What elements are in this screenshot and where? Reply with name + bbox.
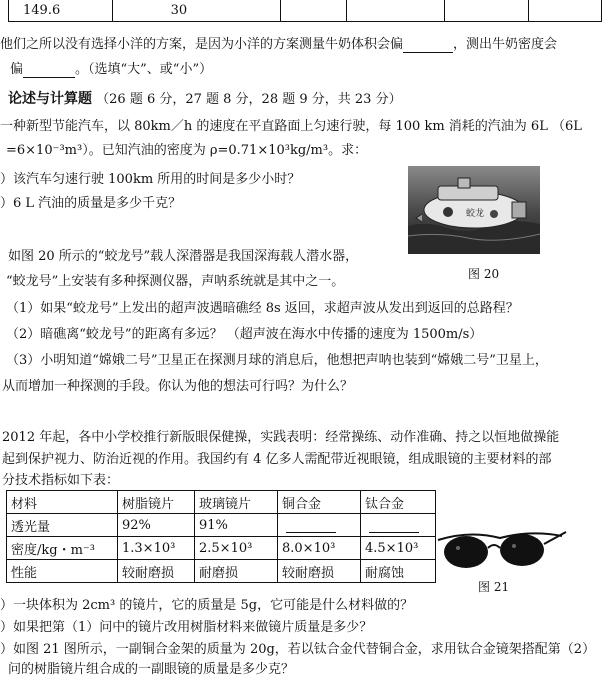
section-title: 论述与计算题: [8, 91, 92, 107]
section-heading: [8, 91, 402, 108]
table-cell: 密度/kg・m⁻³: [7, 537, 118, 560]
table-cell: 耐磨损: [195, 560, 278, 583]
glasses-icon: [430, 520, 570, 576]
q27-intro1: 如图 20 所示的“蛟龙号”载人深潜器是我国深海载人潜水器，: [8, 249, 359, 264]
table-row: [9, 0, 602, 22]
table-cell: 1.3×10³: [118, 537, 195, 560]
q28-intro2: 起到保护视力、防治近视的作用。我国约有 4 亿多人需配带近视眼镜，组成眼镜的主要材料的部: [2, 452, 552, 467]
q26-sub2: ）6 L 汽油的质量是多少千克？: [0, 196, 182, 211]
table-cell: [445, 0, 528, 22]
table-header: 铜合金: [278, 491, 361, 514]
q26-line2: =6×10⁻³m³）。已知汽油的密度为 ρ=0.71×10³kg/m³。求：: [6, 143, 368, 158]
q27-sub2: （2）暗礁离“蛟龙号”的距离有多远？ （超声波在海水中传播的速度为 1500m/s）: [6, 327, 483, 342]
table-header-row: [7, 491, 436, 514]
figure-21-caption: 图 21: [478, 580, 510, 594]
materials-table: [6, 490, 436, 583]
table-cell: [278, 514, 361, 537]
q27-intro2: “蛟龙号”上安装有多种探测仪器，声呐系统就是其中之一。: [6, 274, 345, 289]
table-cell: 2.5×10³: [195, 537, 278, 560]
table-cell: 149.6: [9, 0, 113, 22]
q28-sub2: ）如果把第（1）问中的镜片改用树脂材料来做镜片质量是多少？: [0, 620, 373, 635]
top-table: [8, 0, 602, 22]
submersible-photo: [408, 166, 540, 254]
table-cell: 耐腐蚀: [361, 560, 436, 583]
table-cell: 透光量: [7, 514, 118, 537]
answer-blank[interactable]: [286, 532, 336, 533]
q27-sub3b: 从而增加一种探测的手段。你认为他的想法可行吗？为什么？: [2, 379, 354, 394]
q26-sub1: ）该汽车匀速行驶 100km 所用的时间是多少小时？: [0, 172, 301, 187]
q28-sub3a: ）如图 21 图所示，一副铜合金架的质量为 20g，若以钛合金代替铜合金，求用钛合金镜架搭配第（2）: [0, 642, 596, 657]
p1-line2: 偏 。（选填“大”、或“小”）: [10, 62, 213, 77]
table-cell: 较耐磨损: [118, 560, 195, 583]
q27-sub3a: （3）小明知道“嫦娥二号”卫星正在探测月球的消息后，他想把声呐也装到“嫦娥二号”卫星上，: [6, 353, 548, 368]
table-cell: 30: [112, 0, 280, 22]
figure-20-caption: 图 20: [468, 267, 500, 281]
table-cell: [281, 0, 347, 22]
table-cell: 8.0×10³: [278, 537, 361, 560]
table-cell: 4.5×10³: [361, 537, 436, 560]
q28-sub3b: 问的树脂镜片组合成的一副眼镜的质量是多少克？: [8, 662, 295, 677]
section-score: （26 题 6 分，27 题 8 分，28 题 9 分，共 23 分）: [96, 92, 402, 107]
table-cell: 92%: [118, 514, 195, 537]
table-header: 玻璃镜片: [195, 491, 278, 514]
table-cell: [528, 0, 601, 22]
answer-blank[interactable]: [369, 532, 419, 533]
q26-line1: 一种新型节能汽车，以 80km／h 的速度在平直路面上匀速行驶，每 100 km 消耗的汽油为 6L （6L: [0, 119, 582, 134]
answer-blank[interactable]: [23, 77, 75, 78]
table-cell: [346, 0, 445, 22]
table-header: 材料: [7, 491, 118, 514]
table-cell: 较耐磨损: [278, 560, 361, 583]
table-cell: 性能: [7, 560, 118, 583]
table-row: [7, 537, 436, 560]
q28-intro3: 分技术指标如下表：: [2, 473, 120, 488]
answer-blank[interactable]: [403, 52, 453, 53]
table-cell: [361, 514, 436, 537]
q27-sub1: （1）如果“蛟龙号”上发出的超声波遇暗礁经 8s 返回，求超声波从发出到返回的总路程？: [6, 301, 519, 316]
q28-sub1: ）一块体积为 2cm³ 的镜片，它的质量是 5g，它可能是什么材料做的？: [0, 598, 414, 613]
q28-intro1: 2012 年起，各中小学校推行新版眼保健操，实践表明：经常操练、动作准确、持之以恒地做操能: [2, 430, 560, 445]
sub-logo-text: 蛟龙: [466, 209, 485, 219]
p1-line1: 他们之所以没有选择小洋的方案，是因为小洋的方案测量牛奶体积会偏 ，测出牛奶密度会: [0, 37, 558, 52]
table-row: [7, 560, 436, 583]
table-row: [7, 514, 436, 537]
table-header: 树脂镜片: [118, 491, 195, 514]
table-header: 钛合金: [361, 491, 436, 514]
table-cell: 91%: [195, 514, 278, 537]
